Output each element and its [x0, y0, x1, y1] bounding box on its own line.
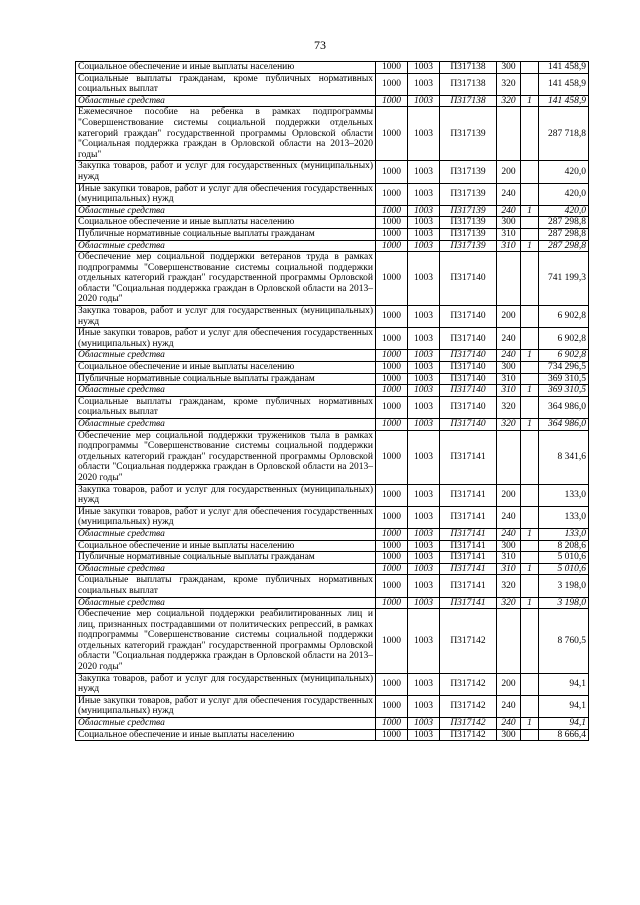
row-name: Областные средства [76, 240, 376, 252]
expense-type-code: 310 [497, 385, 521, 397]
subsection-code: 1003 [408, 161, 440, 183]
subsection-code: 1003 [408, 228, 440, 240]
funding-source-code [521, 729, 539, 741]
amount: 6 902,8 [539, 350, 589, 362]
subsection-code: 1003 [408, 506, 440, 528]
funding-source-code [521, 373, 539, 385]
budget-table [75, 61, 589, 741]
section-code: 1000 [376, 73, 408, 95]
row-name: Иные закупки товаров, работ и услуг для обеспечения государственных (муниципальных) нужд [76, 695, 376, 717]
amount: 6 902,8 [539, 306, 589, 328]
amount: 287 298,8 [539, 240, 589, 252]
target-item-code: П317138 [440, 62, 497, 74]
expense-type-code: 320 [497, 73, 521, 95]
table-row [76, 73, 589, 95]
expense-type-code: 300 [497, 729, 521, 741]
target-item-code: П317139 [440, 107, 497, 161]
section-code: 1000 [376, 306, 408, 328]
section-code: 1000 [376, 718, 408, 730]
target-item-code: П317141 [440, 575, 497, 597]
row-name: Обеспечение мер социальной поддержки ветеранов труда в рамках подпрограммы "Совершенствование системы социальной поддержки отдельных категорий граждан" государственной программы Орловской области "Социальная поддержка граждан в Орловской области на 2013–2020 годы" [76, 252, 376, 306]
target-item-code: П317140 [440, 362, 497, 374]
table-row [76, 161, 589, 183]
subsection-code: 1003 [408, 107, 440, 161]
amount: 6 902,8 [539, 328, 589, 350]
table-row [76, 183, 589, 205]
funding-source-code [521, 575, 539, 597]
amount: 734 296,5 [539, 362, 589, 374]
target-item-code: П317140 [440, 306, 497, 328]
target-item-code: П317139 [440, 217, 497, 229]
budget-table-body [76, 62, 589, 741]
subsection-code: 1003 [408, 62, 440, 74]
subsection-code: 1003 [408, 718, 440, 730]
expense-type-code [497, 252, 521, 306]
row-name: Областные средства [76, 718, 376, 730]
row-name: Иные закупки товаров, работ и услуг для обеспечения государственных (муниципальных) нужд [76, 506, 376, 528]
funding-source-code [521, 107, 539, 161]
table-row [76, 575, 589, 597]
section-code: 1000 [376, 385, 408, 397]
table-row [76, 385, 589, 397]
table-row [76, 430, 589, 484]
table-row [76, 552, 589, 564]
expense-type-code: 320 [497, 597, 521, 609]
table-row [76, 373, 589, 385]
row-name: Областные средства [76, 350, 376, 362]
amount: 94,1 [539, 718, 589, 730]
subsection-code: 1003 [408, 609, 440, 674]
target-item-code: П317140 [440, 373, 497, 385]
section-code: 1000 [376, 183, 408, 205]
subsection-code: 1003 [408, 217, 440, 229]
expense-type-code: 300 [497, 540, 521, 552]
subsection-code: 1003 [408, 350, 440, 362]
target-item-code: П317139 [440, 161, 497, 183]
expense-type-code: 320 [497, 95, 521, 107]
expense-type-code: 310 [497, 240, 521, 252]
table-row [76, 217, 589, 229]
subsection-code: 1003 [408, 695, 440, 717]
section-code: 1000 [376, 552, 408, 564]
amount: 141 458,9 [539, 62, 589, 74]
section-code: 1000 [376, 430, 408, 484]
table-row [76, 695, 589, 717]
target-item-code: П317141 [440, 563, 497, 575]
amount: 133,0 [539, 528, 589, 540]
amount: 287 718,8 [539, 107, 589, 161]
subsection-code: 1003 [408, 385, 440, 397]
funding-source-code [521, 161, 539, 183]
expense-type-code: 300 [497, 62, 521, 74]
table-row [76, 597, 589, 609]
expense-type-code: 240 [497, 183, 521, 205]
amount: 8 208,6 [539, 540, 589, 552]
row-name: Областные средства [76, 205, 376, 217]
amount: 369 310,5 [539, 373, 589, 385]
section-code: 1000 [376, 563, 408, 575]
amount: 420,0 [539, 183, 589, 205]
expense-type-code: 200 [497, 306, 521, 328]
funding-source-code [521, 506, 539, 528]
amount: 287 298,8 [539, 217, 589, 229]
amount: 94,1 [539, 673, 589, 695]
funding-source-code [521, 252, 539, 306]
subsection-code: 1003 [408, 183, 440, 205]
amount: 3 198,0 [539, 575, 589, 597]
funding-source-code [521, 484, 539, 506]
expense-type-code: 200 [497, 673, 521, 695]
funding-source-code [521, 673, 539, 695]
subsection-code: 1003 [408, 419, 440, 431]
section-code: 1000 [376, 161, 408, 183]
subsection-code: 1003 [408, 575, 440, 597]
funding-source-code: 1 [521, 205, 539, 217]
funding-source-code: 1 [521, 419, 539, 431]
amount: 133,0 [539, 506, 589, 528]
subsection-code: 1003 [408, 306, 440, 328]
section-code: 1000 [376, 575, 408, 597]
table-row [76, 328, 589, 350]
target-item-code: П317139 [440, 205, 497, 217]
table-row [76, 729, 589, 741]
expense-type-code [497, 430, 521, 484]
table-row [76, 350, 589, 362]
row-name: Социальное обеспечение и иные выплаты населению [76, 540, 376, 552]
expense-type-code: 240 [497, 328, 521, 350]
row-name: Иные закупки товаров, работ и услуг для обеспечения государственных (муниципальных) нужд [76, 183, 376, 205]
table-row [76, 240, 589, 252]
expense-type-code: 200 [497, 484, 521, 506]
table-row [76, 563, 589, 575]
expense-type-code: 200 [497, 161, 521, 183]
table-row [76, 362, 589, 374]
page-number: 73 [314, 38, 326, 52]
row-name: Обеспечение мер социальной поддержки тружеников тыла в рамках подпрограммы "Совершенствование системы социальной поддержки отдельных категорий граждан" государственной программы Орловской области "Социальная поддержка граждан в Орловской области на 2013–2020 годы" [76, 430, 376, 484]
amount: 364 986,0 [539, 419, 589, 431]
target-item-code: П317139 [440, 228, 497, 240]
row-name: Иные закупки товаров, работ и услуг для обеспечения государственных (муниципальных) нужд [76, 328, 376, 350]
funding-source-code: 1 [521, 528, 539, 540]
funding-source-code [521, 362, 539, 374]
section-code: 1000 [376, 217, 408, 229]
expense-type-code: 240 [497, 350, 521, 362]
amount: 420,0 [539, 161, 589, 183]
section-code: 1000 [376, 62, 408, 74]
target-item-code: П317142 [440, 673, 497, 695]
subsection-code: 1003 [408, 540, 440, 552]
target-item-code: П317139 [440, 240, 497, 252]
section-code: 1000 [376, 419, 408, 431]
row-name: Областные средства [76, 563, 376, 575]
target-item-code: П317142 [440, 718, 497, 730]
subsection-code: 1003 [408, 552, 440, 564]
row-name: Закупка товаров, работ и услуг для государственных (муниципальных) нужд [76, 673, 376, 695]
row-name: Социальные выплаты гражданам, кроме публичных нормативных социальных выплат [76, 73, 376, 95]
amount: 287 298,8 [539, 228, 589, 240]
expense-type-code: 310 [497, 563, 521, 575]
section-code: 1000 [376, 228, 408, 240]
target-item-code: П317139 [440, 183, 497, 205]
table-row [76, 95, 589, 107]
section-code: 1000 [376, 609, 408, 674]
amount: 5 010,6 [539, 563, 589, 575]
row-name: Публичные нормативные социальные выплаты гражданам [76, 373, 376, 385]
amount: 8 666,4 [539, 729, 589, 741]
section-code: 1000 [376, 328, 408, 350]
subsection-code: 1003 [408, 673, 440, 695]
section-code: 1000 [376, 205, 408, 217]
expense-type-code: 320 [497, 396, 521, 418]
target-item-code: П317140 [440, 252, 497, 306]
funding-source-code [521, 183, 539, 205]
expense-type-code: 320 [497, 419, 521, 431]
table-row [76, 306, 589, 328]
row-name: Публичные нормативные социальные выплаты гражданам [76, 552, 376, 564]
target-item-code: П317138 [440, 95, 497, 107]
section-code: 1000 [376, 597, 408, 609]
target-item-code: П317142 [440, 609, 497, 674]
table-row [76, 506, 589, 528]
section-code: 1000 [376, 373, 408, 385]
amount: 369 310,5 [539, 385, 589, 397]
expense-type-code: 320 [497, 575, 521, 597]
funding-source-code [521, 609, 539, 674]
section-code: 1000 [376, 506, 408, 528]
section-code: 1000 [376, 528, 408, 540]
subsection-code: 1003 [408, 528, 440, 540]
subsection-code: 1003 [408, 328, 440, 350]
amount: 420,0 [539, 205, 589, 217]
funding-source-code [521, 328, 539, 350]
row-name: Публичные нормативные социальные выплаты гражданам [76, 228, 376, 240]
target-item-code: П317142 [440, 729, 497, 741]
table-row [76, 107, 589, 161]
funding-source-code [521, 552, 539, 564]
funding-source-code [521, 430, 539, 484]
amount: 8 341,6 [539, 430, 589, 484]
section-code: 1000 [376, 484, 408, 506]
funding-source-code: 1 [521, 718, 539, 730]
funding-source-code [521, 217, 539, 229]
target-item-code: П317140 [440, 396, 497, 418]
subsection-code: 1003 [408, 484, 440, 506]
funding-source-code: 1 [521, 385, 539, 397]
expense-type-code: 300 [497, 362, 521, 374]
section-code: 1000 [376, 107, 408, 161]
section-code: 1000 [376, 673, 408, 695]
subsection-code: 1003 [408, 373, 440, 385]
row-name: Социальное обеспечение и иные выплаты населению [76, 729, 376, 741]
funding-source-code [521, 62, 539, 74]
funding-source-code: 1 [521, 350, 539, 362]
table-row [76, 62, 589, 74]
subsection-code: 1003 [408, 729, 440, 741]
row-name: Социальное обеспечение и иные выплаты населению [76, 62, 376, 74]
target-item-code: П317140 [440, 419, 497, 431]
amount: 141 458,9 [539, 73, 589, 95]
table-row [76, 718, 589, 730]
target-item-code: П317141 [440, 430, 497, 484]
target-item-code: П317140 [440, 350, 497, 362]
funding-source-code [521, 540, 539, 552]
amount: 3 198,0 [539, 597, 589, 609]
row-name: Социальные выплаты гражданам, кроме публичных нормативных социальных выплат [76, 575, 376, 597]
target-item-code: П317141 [440, 484, 497, 506]
subsection-code: 1003 [408, 73, 440, 95]
amount: 141 458,9 [539, 95, 589, 107]
expense-type-code: 310 [497, 228, 521, 240]
row-name: Закупка товаров, работ и услуг для государственных (муниципальных) нужд [76, 161, 376, 183]
subsection-code: 1003 [408, 252, 440, 306]
target-item-code: П317141 [440, 552, 497, 564]
section-code: 1000 [376, 362, 408, 374]
subsection-code: 1003 [408, 396, 440, 418]
subsection-code: 1003 [408, 430, 440, 484]
row-name: Социальное обеспечение и иные выплаты населению [76, 217, 376, 229]
section-code: 1000 [376, 252, 408, 306]
target-item-code: П317140 [440, 328, 497, 350]
funding-source-code [521, 228, 539, 240]
target-item-code: П317141 [440, 528, 497, 540]
expense-type-code: 240 [497, 718, 521, 730]
row-name: Областные средства [76, 597, 376, 609]
amount: 8 760,5 [539, 609, 589, 674]
row-name: Ежемесячное пособие на ребенка в рамках подпрограммы "Совершенствование системы социальной поддержки отдельных категорий граждан" государственной программы Орловской области "Социальная поддержка граждан в Орловской области на 2013–2020 годы" [76, 107, 376, 161]
amount: 5 010,6 [539, 552, 589, 564]
target-item-code: П317140 [440, 385, 497, 397]
subsection-code: 1003 [408, 205, 440, 217]
section-code: 1000 [376, 396, 408, 418]
table-row [76, 540, 589, 552]
table-row [76, 205, 589, 217]
target-item-code: П317141 [440, 597, 497, 609]
table-row [76, 528, 589, 540]
row-name: Областные средства [76, 528, 376, 540]
expense-type-code: 240 [497, 695, 521, 717]
section-code: 1000 [376, 695, 408, 717]
subsection-code: 1003 [408, 95, 440, 107]
subsection-code: 1003 [408, 240, 440, 252]
row-name: Закупка товаров, работ и услуг для государственных (муниципальных) нужд [76, 306, 376, 328]
subsection-code: 1003 [408, 563, 440, 575]
target-item-code: П317141 [440, 506, 497, 528]
subsection-code: 1003 [408, 362, 440, 374]
target-item-code: П317141 [440, 540, 497, 552]
section-code: 1000 [376, 729, 408, 741]
funding-source-code [521, 396, 539, 418]
row-name: Социальные выплаты гражданам, кроме публичных нормативных социальных выплат [76, 396, 376, 418]
section-code: 1000 [376, 540, 408, 552]
amount: 741 199,3 [539, 252, 589, 306]
target-item-code: П317142 [440, 695, 497, 717]
row-name: Областные средства [76, 385, 376, 397]
funding-source-code: 1 [521, 563, 539, 575]
funding-source-code: 1 [521, 597, 539, 609]
table-row [76, 609, 589, 674]
funding-source-code: 1 [521, 95, 539, 107]
expense-type-code: 310 [497, 552, 521, 564]
expense-type-code: 310 [497, 373, 521, 385]
section-code: 1000 [376, 240, 408, 252]
table-row [76, 419, 589, 431]
funding-source-code [521, 306, 539, 328]
target-item-code: П317138 [440, 73, 497, 95]
table-row [76, 252, 589, 306]
row-name: Социальное обеспечение и иные выплаты населению [76, 362, 376, 374]
expense-type-code: 240 [497, 506, 521, 528]
expense-type-code [497, 609, 521, 674]
amount: 364 986,0 [539, 396, 589, 418]
funding-source-code: 1 [521, 240, 539, 252]
funding-source-code [521, 73, 539, 95]
subsection-code: 1003 [408, 597, 440, 609]
funding-source-code [521, 695, 539, 717]
expense-type-code: 300 [497, 217, 521, 229]
section-code: 1000 [376, 350, 408, 362]
row-name: Закупка товаров, работ и услуг для государственных (муниципальных) нужд [76, 484, 376, 506]
amount: 133,0 [539, 484, 589, 506]
section-code: 1000 [376, 95, 408, 107]
expense-type-code: 240 [497, 205, 521, 217]
table-row [76, 228, 589, 240]
table-row [76, 396, 589, 418]
table-row [76, 673, 589, 695]
amount: 94,1 [539, 695, 589, 717]
row-name: Обеспечение мер социальной поддержки реабилитированных лиц и лиц, признанных пострадавшими от политических репрессий, в рамках подпрограммы "Совершенствование системы социальной поддержки отдельных категорий граждан" государственной программы Орловской области "Социальная поддержка граждан в Орловской области на 2013–2020 годы" [76, 609, 376, 674]
table-row [76, 484, 589, 506]
row-name: Областные средства [76, 419, 376, 431]
expense-type-code [497, 107, 521, 161]
expense-type-code: 240 [497, 528, 521, 540]
row-name: Областные средства [76, 95, 376, 107]
